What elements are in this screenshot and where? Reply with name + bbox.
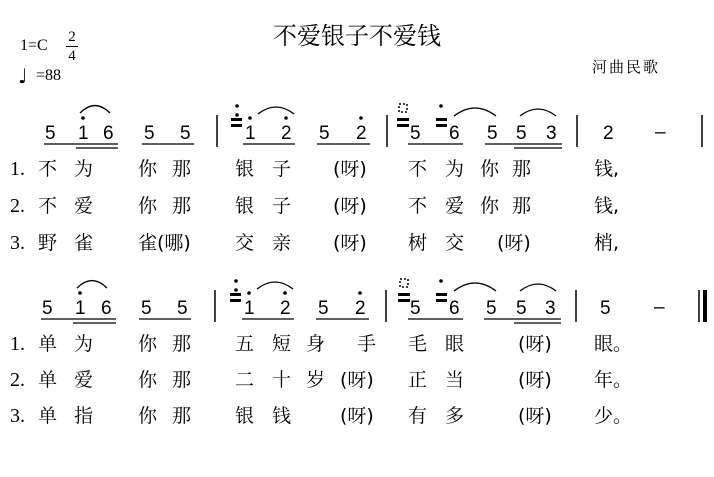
lyric: 钱, — [594, 158, 620, 180]
octave-dot — [248, 116, 252, 120]
octave-dot — [78, 291, 82, 295]
lyric: 岁 — [306, 369, 326, 391]
lyric: 亲 — [272, 232, 292, 254]
lyric: 银 — [235, 405, 255, 427]
lyric: (呀) — [340, 405, 374, 427]
lyric: 钱, — [594, 195, 620, 217]
lyric: (呀) — [518, 369, 552, 391]
song-origin: 河曲民歌 — [592, 58, 661, 76]
slur — [454, 283, 496, 291]
lyric: 单 — [38, 405, 58, 427]
lyric: (呀) — [333, 195, 367, 217]
lyric: 正 — [408, 369, 428, 391]
lyric: 你 — [480, 195, 500, 217]
note: 5 — [410, 298, 421, 319]
lyric: 不 — [38, 195, 58, 217]
lyric: 那 — [172, 195, 192, 217]
time-signature-bottom: 4 — [68, 48, 76, 64]
note: 5 — [180, 123, 191, 144]
note: 2 — [603, 123, 614, 144]
slur — [77, 281, 107, 289]
note: 5 — [144, 123, 155, 144]
lyric: (呀) — [340, 369, 374, 391]
octave-dot — [81, 116, 85, 120]
note: 5 — [42, 298, 53, 319]
lyric: 那 — [172, 158, 192, 180]
lyric: 爱 — [74, 369, 94, 391]
final-bar-line — [703, 290, 707, 322]
lyric: 银 — [235, 195, 255, 217]
lyric: 爱 — [74, 195, 94, 217]
octave-dot — [234, 279, 238, 283]
verse-number: 2. — [10, 369, 25, 391]
lyric: 为 — [74, 158, 94, 180]
lyric: 少。 — [594, 405, 633, 427]
lyric: 十 — [272, 369, 292, 391]
octave-dot — [358, 291, 362, 295]
octave-dot — [284, 116, 288, 120]
note: 2 — [281, 123, 292, 144]
song-title: 不爱银子不爱钱 — [273, 22, 441, 50]
note: 5 — [410, 123, 421, 144]
lyric: 你 — [138, 369, 158, 391]
lyric: 五 — [235, 333, 255, 355]
note: 6 — [449, 298, 460, 319]
lyric: (呀) — [497, 232, 531, 254]
lyric: 那 — [512, 195, 532, 217]
lyric: 眼 — [445, 333, 465, 355]
note: 5 — [45, 123, 56, 144]
note: 2 — [280, 298, 291, 319]
lyric: 雀(哪) — [138, 232, 191, 254]
lyric: 不 — [408, 195, 428, 217]
note: 1 — [75, 298, 86, 319]
system-1 — [10, 104, 702, 254]
octave-dot — [439, 279, 443, 283]
lyric: 短 — [272, 333, 292, 355]
grace-note-mark — [436, 299, 447, 302]
slur — [257, 282, 293, 289]
lyric: 野 — [38, 232, 58, 254]
verse-number: 1. — [10, 158, 25, 180]
note: 5 — [487, 123, 498, 144]
octave-dot — [235, 104, 239, 108]
grace-note-mark — [400, 279, 408, 287]
system-1-notes — [45, 122, 666, 144]
grace-note-mark — [436, 118, 447, 121]
lyric: 子 — [272, 158, 292, 180]
grace-note-mark — [230, 293, 241, 296]
lyric: (呀) — [518, 333, 552, 355]
lyric: 身 — [306, 333, 326, 355]
lyric: 雀 — [74, 232, 94, 254]
note: 5 — [516, 123, 527, 144]
octave-dot — [359, 116, 363, 120]
lyric: 爱 — [445, 195, 465, 217]
lyric: 毛 — [408, 333, 428, 355]
note: 1 — [244, 298, 255, 319]
system-2 — [10, 279, 707, 427]
note: 5 — [319, 123, 330, 144]
grace-note-mark — [230, 299, 241, 302]
note: 6 — [103, 123, 114, 144]
lyric: 你 — [480, 158, 500, 180]
lyric: 树 — [408, 232, 428, 254]
lyric: 有 — [408, 405, 428, 427]
verse-number: 3. — [10, 232, 25, 254]
lyric: 子 — [272, 195, 292, 217]
lyric: 二 — [235, 369, 255, 391]
octave-dot — [439, 104, 443, 108]
grace-note-mark — [231, 118, 242, 121]
note: 1 — [245, 123, 256, 144]
note: 5 — [516, 298, 527, 319]
lyric: 那 — [172, 333, 192, 355]
lyric: 为 — [445, 158, 465, 180]
verse-number: 2. — [10, 195, 25, 217]
note: 2 — [355, 298, 366, 319]
slur — [520, 284, 556, 291]
verse-number: 3. — [10, 405, 25, 427]
lyric: 指 — [74, 405, 94, 427]
note: 5 — [486, 298, 497, 319]
key-signature: 1=C — [20, 37, 48, 54]
lyric: 多 — [445, 405, 465, 427]
note: 5 — [318, 298, 329, 319]
note: 1 — [78, 123, 89, 144]
note: – — [654, 297, 665, 318]
note: 5 — [177, 298, 188, 319]
note: 5 — [600, 298, 611, 319]
lyric: 你 — [138, 195, 158, 217]
grace-note-mark — [397, 118, 409, 121]
time-signature-top: 2 — [68, 29, 76, 45]
note: 6 — [101, 298, 112, 319]
grace-note-mark — [436, 293, 447, 296]
system-2-notes — [42, 297, 665, 319]
note: 6 — [449, 123, 460, 144]
lyric: 你 — [138, 405, 158, 427]
grace-note-mark — [231, 124, 242, 127]
tempo-marking: =88 — [36, 67, 62, 84]
note: 2 — [356, 123, 367, 144]
lyric: (呀) — [333, 158, 367, 180]
grace-note-mark — [398, 293, 410, 296]
lyric: 不 — [408, 158, 428, 180]
octave-dot — [234, 288, 238, 292]
note: 5 — [141, 298, 152, 319]
lyric: 钱 — [272, 405, 292, 427]
verse-number: 1. — [10, 333, 25, 355]
octave-dot — [235, 113, 239, 117]
lyric: 那 — [172, 369, 192, 391]
octave-dot — [247, 291, 251, 295]
lyric: 眼。 — [594, 333, 633, 355]
system-2-lyrics — [10, 333, 632, 427]
lyric: 手 — [357, 333, 377, 355]
grace-note-mark — [399, 104, 407, 112]
lyric: 你 — [138, 158, 158, 180]
lyric: 当 — [445, 369, 465, 391]
slur — [258, 107, 294, 114]
octave-dot — [283, 291, 287, 295]
lyric: 银 — [235, 158, 255, 180]
lyric: 梢, — [594, 232, 620, 254]
lyric: 那 — [172, 405, 192, 427]
grace-note-mark — [398, 299, 410, 302]
lyric: 年。 — [594, 369, 633, 391]
lyric: 单 — [38, 369, 58, 391]
lyric: 交 — [235, 232, 255, 254]
note: – — [655, 122, 666, 143]
lyric: (呀) — [518, 405, 552, 427]
note: 3 — [546, 123, 557, 144]
quarter-note-icon: ♩ — [18, 64, 28, 88]
lyric: 为 — [74, 333, 94, 355]
slur — [80, 106, 110, 114]
note: 3 — [545, 298, 556, 319]
lyric: 不 — [38, 158, 58, 180]
lyric: 那 — [512, 158, 532, 180]
grace-note-mark — [436, 124, 447, 127]
lyric: 单 — [38, 333, 58, 355]
lyric: (呀) — [333, 232, 367, 254]
slur — [520, 109, 556, 116]
grace-note-mark — [397, 124, 409, 127]
lyric: 交 — [445, 232, 465, 254]
slur — [454, 108, 496, 116]
lyric: 你 — [138, 333, 158, 355]
system-1-lyrics — [10, 158, 619, 254]
